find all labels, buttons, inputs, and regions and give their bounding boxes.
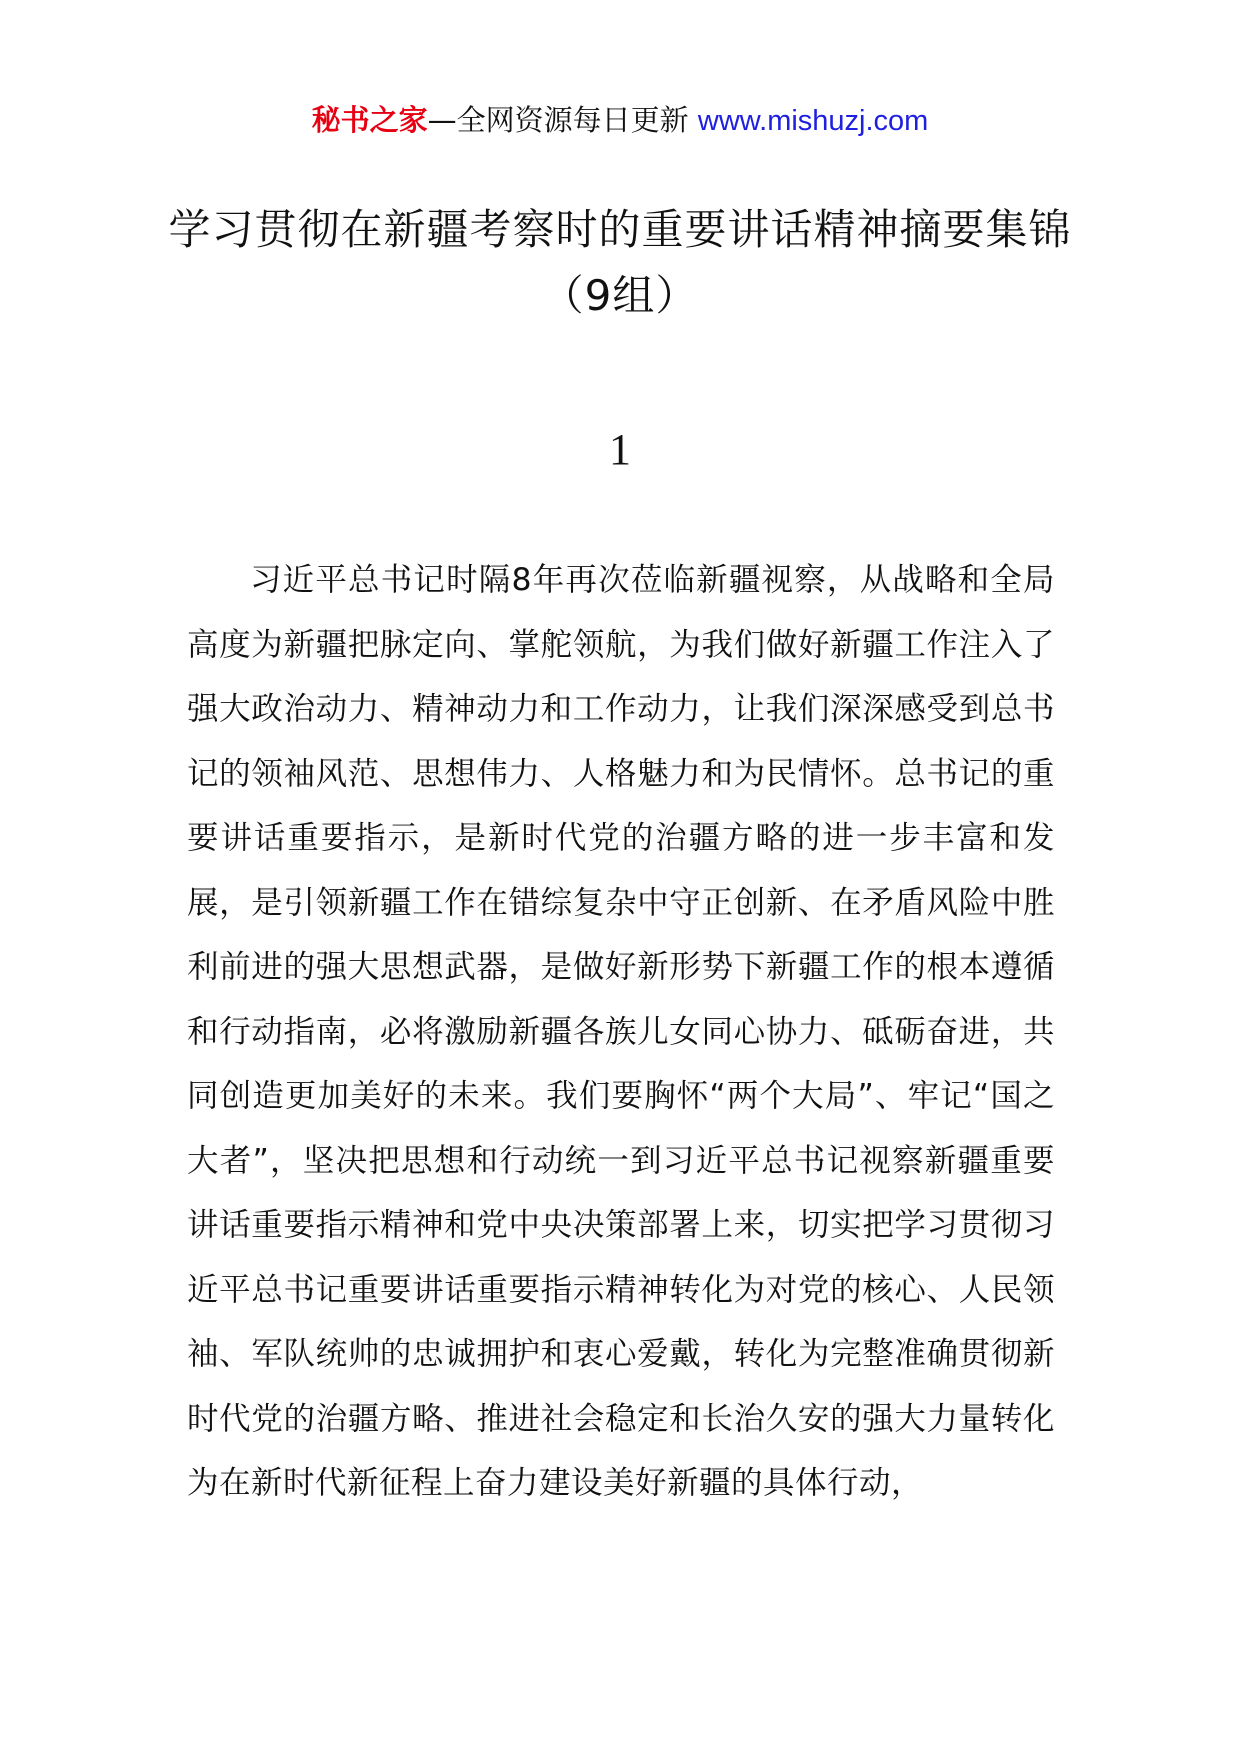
document-title: 学习贯彻在新疆考察时的重要讲话精神摘要集锦（9组）	[168, 205, 1072, 320]
section-number: 1	[609, 425, 631, 474]
body-paragraph: 习近平总书记时隔8年再次莅临新疆视察，从战略和全局高度为新疆把脉定向、掌舵领航，为我们做好新疆工作注入了强大政治动力、精神动力和工作动力，让我们深深感受到总书记的领袖风范、思想伟力、人格魅力和为民情怀。总书记的重要讲话重要指示，是新时代党的治疆方略的进一步丰富和发展，是引领新疆工作在错综复杂中守正创新、在矛盾风险中胜利前进的强大思想武器，是做好新形势下新疆工作的根本遵循和行动指南，必将激励新疆各族儿女同心协力、砥砺奋进，共同创造更加美好的未来。我们要胸怀“两个大局”、牢记“国之大者”，坚决把思想和行动统一到习近平总书记视察新疆重要讲话重要指示精神和党中央决策部署上来，切实把学习贯彻习近平总书记重要讲话重要指示精神转化为对党的核心、人民领袖、军队统帅的忠诚拥护和衷心爱戴，转化为完整准确贯彻新时代党的治疆方略、推进社会稳定和长治久安的强大力量转化为在新时代新征程上奋力建设美好新疆的具体行动，	[187, 562, 1055, 1501]
header-slogan: —全网资源每日更新	[427, 103, 689, 137]
brand-name: 秘书之家	[311, 103, 428, 137]
site-header	[0, 100, 1240, 141]
website-link[interactable]: www.mishuzj.com	[697, 105, 929, 137]
